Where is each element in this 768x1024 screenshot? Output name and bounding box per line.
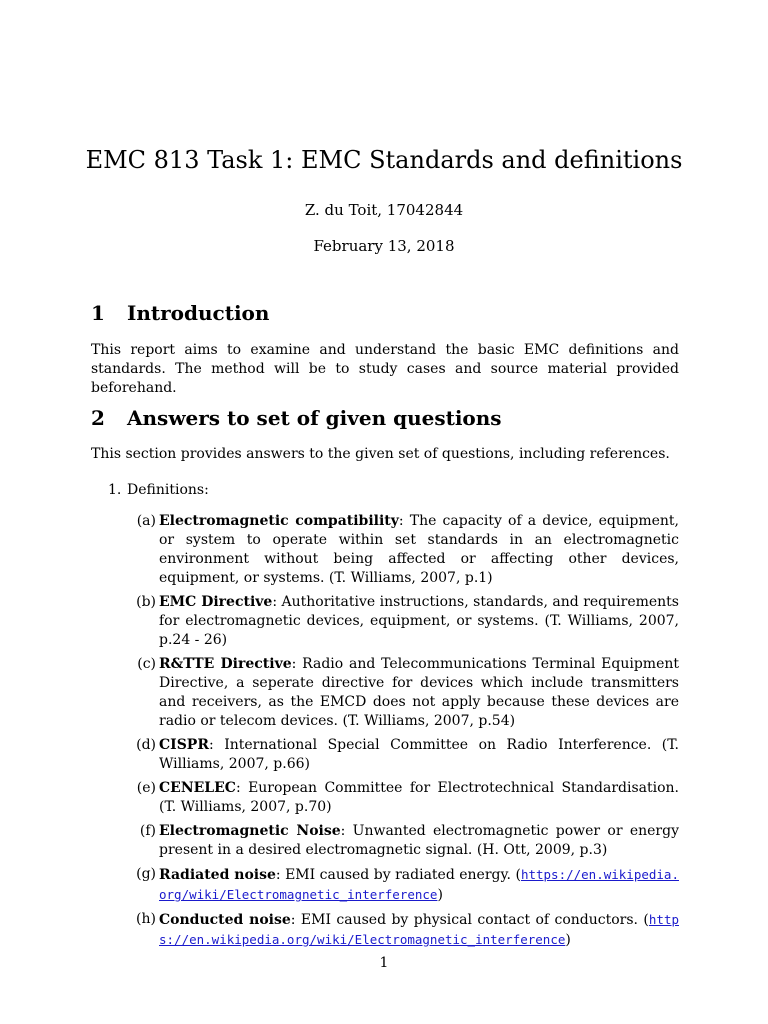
section-title: Introduction: [127, 301, 270, 325]
definition-item: [126, 512, 679, 588]
definition-closing: ): [565, 932, 571, 948]
definition-item: [126, 655, 679, 731]
definition-letter: (d): [136, 737, 156, 753]
definition-item: [126, 822, 679, 860]
definition-term: Conducted noise: [159, 912, 291, 928]
definition-letter: (f): [139, 823, 156, 839]
wikipedia-link[interactable]: https://en.wikipedia.org/wiki/Electromagnetic_interference: [159, 912, 679, 947]
definition-text: : Unwanted electromagnetic power or energy present in a desired electromagnetic signal. (H. Ott, 2009, p.3): [159, 823, 679, 858]
definition-item: [126, 593, 679, 650]
date-line: February 13, 2018: [313, 237, 455, 255]
definition-letter: (g): [136, 866, 156, 882]
enum-number: 1.: [108, 482, 122, 498]
section-title: Answers to set of given questions: [127, 406, 502, 430]
definition-item: [126, 779, 679, 817]
definition-closing: ): [437, 887, 443, 903]
wikipedia-link[interactable]: https://en.wikipedia.org/wiki/Electromagnetic_interference: [159, 867, 679, 902]
definition-term: CISPR: [159, 737, 209, 753]
section-heading-introduction: [91, 301, 269, 325]
definition-text: : EMI caused by radiated energy. (: [275, 867, 521, 883]
definition-term: EMC Directive: [159, 594, 273, 610]
definition-term: CENELEC: [159, 780, 236, 796]
definition-letter: (a): [136, 513, 156, 529]
definition-text: : Authoritative instructions, standards, and requirements for electromagnetic devices, equipment, or systems. (T. Williams, 2007, p.24 - 26): [159, 594, 679, 648]
definition-term: Electromagnetic Noise: [159, 823, 341, 839]
definition-item: [126, 736, 679, 774]
definition-letter: (c): [137, 656, 156, 672]
definition-term: Electromagnetic compatibility: [159, 513, 399, 529]
definitions-list: [126, 512, 679, 955]
definition-term: R&TTE Directive: [159, 656, 292, 672]
definition-text: : Radio and Telecommunications Terminal Equipment Directive, a seperate directive for devices which include transmitters and receivers, as the EMCD does not apply because these devices are radio or telecom devices. (T. Williams, 2007, p.54): [159, 656, 679, 729]
definition-letter: (e): [136, 780, 156, 796]
definition-item: [126, 910, 679, 950]
definition-text: : International Special Committee on Radio Interference. (T. Williams, 2007, p.66): [159, 737, 679, 772]
paper-title: EMC 813 Task 1: EMC Standards and definitions: [85, 146, 683, 174]
introduction-paragraph: This report aims to examine and understand the basic EMC definitions and standards. The method will be to study cases and source material provided beforehand.: [91, 342, 679, 396]
enumerated-item-definitions: [108, 481, 209, 500]
section-heading-answers: [91, 406, 502, 430]
definition-letter: (b): [136, 594, 156, 610]
answers-paragraph: This section provides answers to the given set of questions, including references.: [91, 446, 670, 462]
definition-text: : EMI caused by physical contact of conductors. (: [290, 912, 649, 928]
section-number: 2: [91, 406, 105, 430]
enum-label: Definitions:: [127, 482, 209, 498]
definition-text: : European Committee for Electrotechnical Standardisation. (T. Williams, 2007, p.70): [159, 780, 679, 815]
definition-text: : The capacity of a device, equipment, or system to operate within set standards in an electromagnetic environment without being affected or affecting other devices, equipment, or systems. (T. Williams, 2007, p.1): [159, 513, 679, 586]
section-number: 1: [91, 301, 105, 325]
author-line: Z. du Toit, 17042844: [304, 201, 464, 219]
definition-letter: (h): [136, 911, 156, 927]
definition-term: Radiated noise: [159, 867, 276, 883]
page-number: 1: [379, 955, 389, 971]
definition-item: [126, 865, 679, 905]
